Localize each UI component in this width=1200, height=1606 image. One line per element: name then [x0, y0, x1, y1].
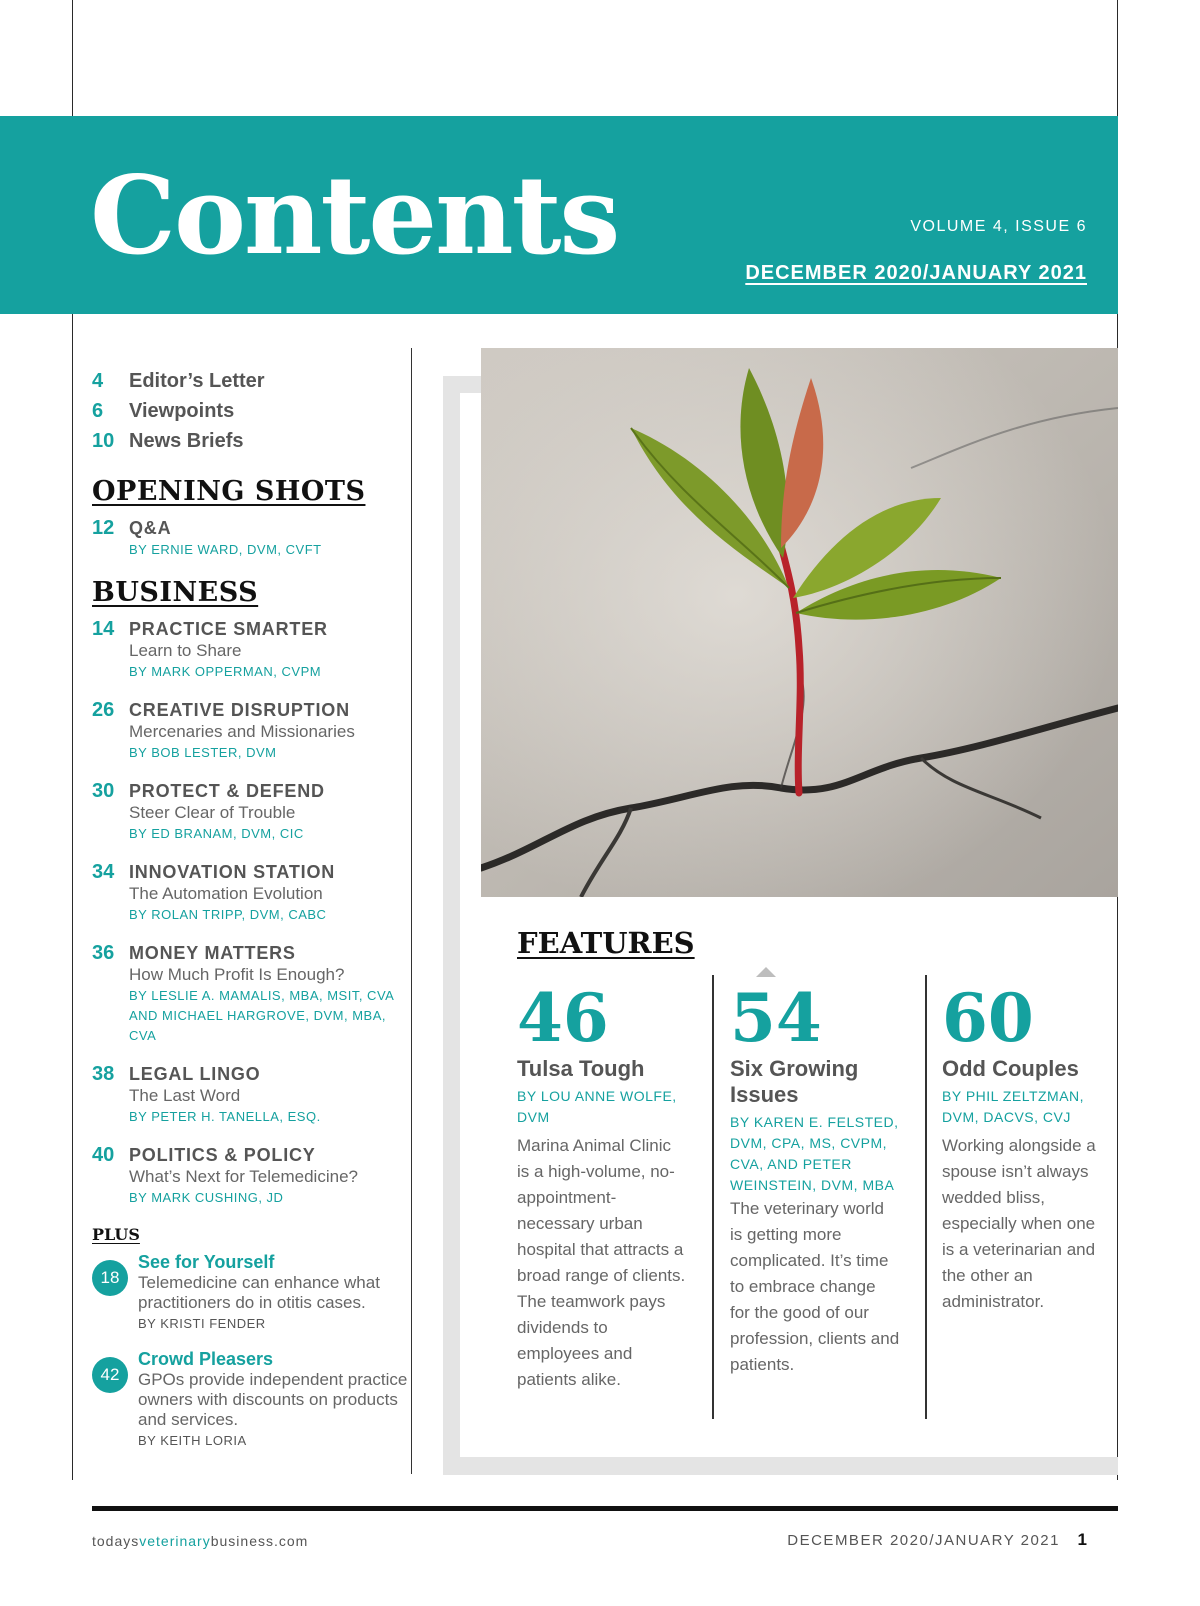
entry-byline: BY MARK OPPERMAN, CVPM: [129, 664, 322, 679]
toc-entry-innovation-station[interactable]: [92, 861, 410, 925]
entry-byline: BY LESLIE A. MAMALIS, MBA, MSIT, CVA AND MICHAEL HARGROVE, DVM, MBA, CVA: [129, 988, 394, 1043]
page-number: 26: [92, 699, 115, 721]
page-title: Contents: [90, 153, 619, 279]
toc-item-news-briefs[interactable]: [92, 430, 410, 460]
toc-entry-practice-smarter[interactable]: [92, 618, 410, 682]
section-heading-plus: PLUS: [92, 1225, 140, 1244]
entry-byline: BY ROLAN TRIPP, DVM, CABC: [129, 907, 327, 922]
triangle-marker-icon: [756, 967, 776, 977]
entry-subtitle: The Last Word: [129, 1086, 241, 1105]
page-number: 12: [92, 517, 115, 539]
feature-title: Tulsa Tough: [517, 1056, 645, 1081]
url-prefix: todays: [92, 1533, 140, 1549]
entry-subtitle: What’s Next for Telemedicine?: [129, 1167, 358, 1186]
feature-description: Marina Animal Clinic is a high-volume, no-appointment-necessary urban hospital that attracts a broad range of clients. The teamwork pays dividends to employees and patients alike.: [517, 1136, 686, 1389]
footer-website-link[interactable]: [92, 1533, 308, 1549]
feature-title: Six Growing Issues: [730, 1056, 859, 1107]
frame-bottom-bar: [443, 1457, 1118, 1475]
toc-left-column: [92, 370, 410, 1466]
item-title: News Briefs: [129, 430, 244, 452]
feature-odd-couples[interactable]: [942, 979, 1112, 1315]
toc-entry-money-matters[interactable]: [92, 942, 410, 1046]
feature-divider: [925, 975, 927, 1419]
entry-title: CREATIVE DISRUPTION: [129, 700, 350, 720]
entry-title: PROTECT & DEFEND: [129, 781, 325, 801]
page-badge: 42: [92, 1357, 128, 1393]
entry-byline: BY PETER H. TANELLA, ESQ.: [129, 1109, 321, 1124]
plus-description: GPOs provide independent practice owners with discounts on products and services.: [138, 1370, 408, 1429]
feature-byline: BY PHIL ZELTZMAN, DVM, DACVS, CVJ: [942, 1088, 1085, 1125]
feature-tulsa-tough[interactable]: [517, 979, 687, 1393]
feature-description: The veterinary world is getting more complicated. It’s time to embrace change for the good of our profession, clients and patients.: [730, 1199, 900, 1374]
entry-title: MONEY MATTERS: [129, 943, 296, 963]
entry-subtitle: Learn to Share: [129, 641, 242, 660]
toc-entry-politics-policy[interactable]: [92, 1144, 410, 1208]
plus-description: Telemedicine can enhance what practitioners do in otitis cases.: [138, 1273, 380, 1312]
plus-item-crowd-pleasers[interactable]: [92, 1349, 410, 1448]
plus-byline: BY KRISTI FENDER: [138, 1316, 266, 1331]
frame-left-bar: [443, 376, 460, 1475]
item-title: Editor’s Letter: [129, 370, 265, 392]
section-heading-business: BUSINESS: [92, 577, 259, 608]
entry-subtitle: The Automation Evolution: [129, 884, 323, 903]
toc-item-editors-letter[interactable]: [92, 370, 410, 400]
plus-item-see-for-yourself[interactable]: [92, 1252, 410, 1331]
url-suffix: business.com: [210, 1533, 309, 1549]
toc-entry-creative-disruption[interactable]: [92, 699, 410, 763]
footer-rule: [92, 1506, 1118, 1511]
feature-title: Odd Couples: [942, 1056, 1079, 1081]
frame-top-bar: [443, 376, 483, 393]
issue-date: DECEMBER 2020/JANUARY 2021: [745, 262, 1087, 284]
plus-title: See for Yourself: [138, 1252, 275, 1272]
feature-byline: BY KAREN E. FELSTED, DVM, CPA, MS, CVPM, CVA, AND PETER WEINSTEIN, DVM, MBA: [730, 1114, 899, 1193]
entry-subtitle: Mercenaries and Missionaries: [129, 722, 355, 741]
section-heading-opening-shots: OPENING SHOTS: [92, 476, 366, 507]
page-number: 38: [92, 1063, 115, 1085]
plus-title: Crowd Pleasers: [138, 1349, 274, 1369]
entry-byline: BY MARK CUSHING, JD: [129, 1190, 284, 1205]
page-number: 34: [92, 861, 115, 883]
toc-entry-protect-defend[interactable]: [92, 780, 410, 844]
feature-page-number: 60: [942, 979, 1034, 1057]
page-number: 10: [92, 430, 115, 452]
column-divider: [411, 348, 412, 1474]
entry-byline: BY ED BRANAM, DVM, CIC: [129, 826, 304, 841]
entry-title: LEGAL LINGO: [129, 1064, 261, 1084]
entry-byline: BY BOB LESTER, DVM: [129, 745, 277, 760]
volume-issue: VOLUME 4, ISSUE 6: [910, 218, 1087, 235]
page-number: 6: [92, 400, 104, 422]
toc-item-viewpoints[interactable]: [92, 400, 410, 430]
item-title: Viewpoints: [129, 400, 235, 422]
feature-description: Working alongside a spouse isn’t always wedded bliss, especially when one is a veterinarian and the other an administrator.: [942, 1136, 1096, 1311]
feature-six-growing-issues[interactable]: [730, 979, 900, 1378]
entry-title: PRACTICE SMARTER: [129, 619, 328, 639]
page-number: 4: [92, 370, 104, 392]
feature-page-number: 46: [517, 979, 609, 1057]
toc-entry-legal-lingo[interactable]: [92, 1063, 410, 1127]
entry-title: INNOVATION STATION: [129, 862, 336, 882]
feature-page-number: 54: [730, 979, 822, 1057]
page-number: 36: [92, 942, 115, 964]
page-number: 40: [92, 1144, 115, 1166]
entry-byline: BY ERNIE WARD, DVM, CVFT: [129, 542, 322, 557]
toc-entry-qa[interactable]: [92, 517, 410, 560]
page-number: 14: [92, 618, 115, 640]
feature-divider: [712, 975, 714, 1419]
url-highlight: veterinary: [139, 1533, 211, 1549]
feature-byline: BY LOU ANNE WOLFE, DVM: [517, 1088, 677, 1125]
footer-date: DECEMBER 2020/JANUARY 2021: [787, 1532, 1060, 1549]
entry-title: POLITICS & POLICY: [129, 1145, 316, 1165]
section-heading-features: FEATURES: [517, 926, 695, 960]
top-items: [92, 370, 410, 460]
seedling-photo: [481, 348, 1118, 897]
entry-subtitle: How Much Profit Is Enough?: [129, 965, 345, 984]
entry-title: Q&A: [129, 518, 172, 538]
seedling-illustration: [481, 348, 1118, 897]
entry-subtitle: Steer Clear of Trouble: [129, 803, 296, 822]
plus-byline: BY KEITH LORIA: [138, 1433, 247, 1448]
page-number-footer: 1: [1077, 1530, 1087, 1549]
page-badge: 18: [92, 1260, 128, 1296]
page-number: 30: [92, 780, 115, 802]
